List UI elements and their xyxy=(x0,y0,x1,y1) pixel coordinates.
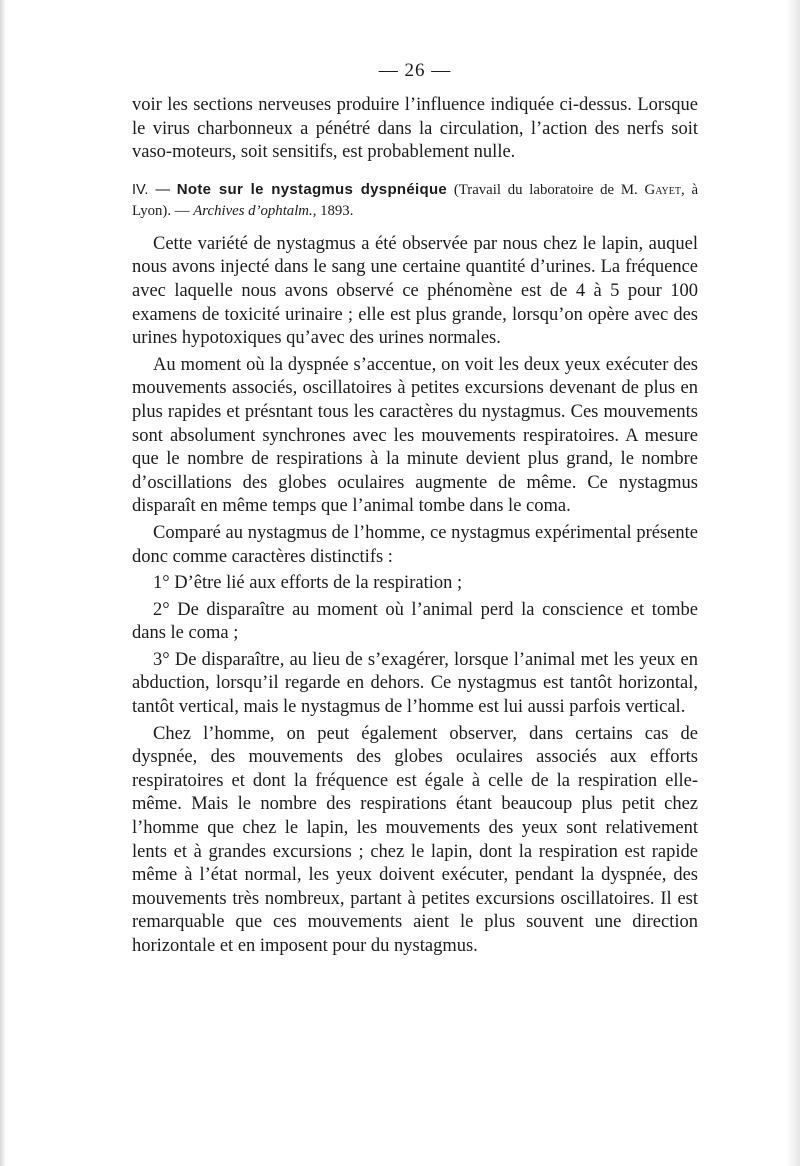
scan-edge-left xyxy=(0,0,6,1166)
page-number: — 26 — xyxy=(378,60,452,81)
paragraph-dyspnea: Au moment où la dyspnée s’accentue, on voit les deux yeux exécuter des mouvements associés, oscillatoires à petites excursions devenant de plus en plus rapides et présntant tous les caractères du nystagmus. Ces mouvements sont absolument synchrones avec les mouvements respiratoires. A mesure que le nombre de respirations à la minute devient plus grand, le nombre d’oscillations des globes oculaires augmente de même. Ce nystagmus disparaît en même temps que l’animal tombe dans le coma. xyxy=(132,354,698,517)
section-year: 1893. xyxy=(320,202,354,219)
section-author: Gayet xyxy=(644,181,681,198)
section-note-pre: (Travail du laboratoire de M. xyxy=(453,181,638,198)
section-title: Note sur le nystagmus dyspnéique xyxy=(176,180,448,198)
section-number: IV. — xyxy=(132,181,170,198)
paragraph-comparison: Comparé au nystagmus de l’homme, ce nystagmus expérimental présente donc comme caractères distinctifs : xyxy=(132,522,698,567)
paragraph-observation: Cette variété de nystagmus a été observée par nous chez le lapin, auquel nous avons injecté dans le sang une certaine quantité d’urines. La fréquence avec laquelle nous avons observé ce phénomène est de 4 à 5 pour 100 examens de toxicité urinaire ; elle est plus grande, lorsqu’on opère avec des urines hypotoxiques qu’avec des urines normales. xyxy=(132,233,698,349)
list-item-3: 3° De disparaître, au lieu de s’exagérer, lorsque l’animal met les yeux en abduction, lorsqu’il regarde en dehors. Ce nystagmus est tantôt horizontal, tantôt vertical, mais le nystagmus de l’homme est lui aussi parfois vertical. xyxy=(132,649,698,718)
intro-paragraph: voir les sections nerveuses produire l’influence indiquée ci-dessus. Lorsque le virus charbonneux a pénétré dans la circulation, l’action des nerfs soit vaso-moteurs, soit sensitifs, est probablement nulle. xyxy=(132,95,698,163)
list-item-2: 2° De disparaître au moment où l’animal perd la conscience et tombe dans le coma ; xyxy=(132,599,698,644)
list-item-1: 1° D’être lié aux efforts de la respiration ; xyxy=(153,573,463,594)
section-note-post: , à Lyon). — xyxy=(132,181,699,219)
section-heading xyxy=(132,179,698,222)
paragraph-human: Chez l’homme, on peut également observer, dans certains cas de dyspnée, des mouvements des globes oculaires associés aux efforts respiratoires et dont la fréquence est égale à celle de la respiration elle-même. Mais le nombre des respirations étant beaucoup plus petit chez l’homme que chez le lapin, les mouvements des yeux sont relativement lents et à grandes excursions ; chez le lapin, dont la respiration est rapide même à l’état normal, les yeux doivent exécuter, pendant la dyspnée, des mouvements très nombreux, partant à petites excursions oscillatoires. Il est remarquable que ces mouvements aient le plus souvent une direction horizontale et en imposent pour du nystagmus. xyxy=(132,723,698,956)
scan-edge-right xyxy=(786,0,800,1166)
document-page xyxy=(132,60,698,959)
section-journal: Archives d’ophtalm., xyxy=(193,202,317,219)
